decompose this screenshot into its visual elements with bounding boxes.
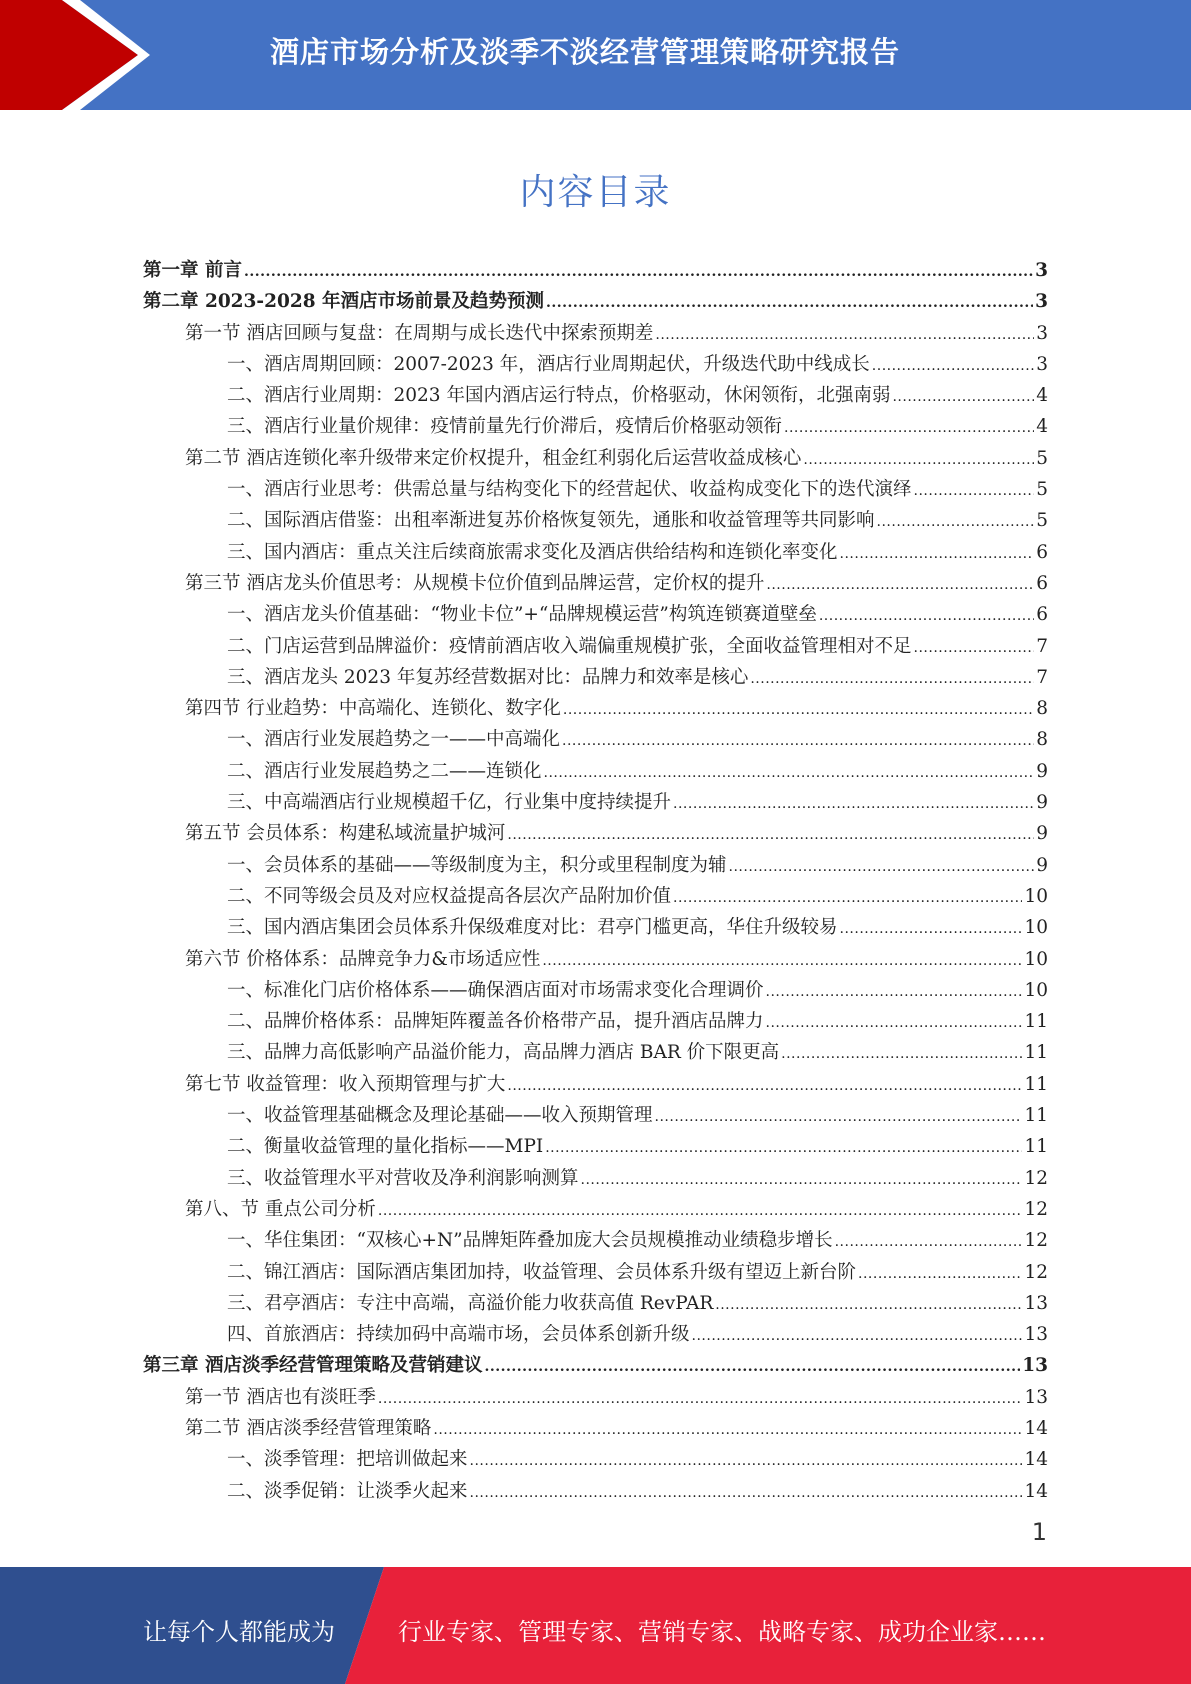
toc-entry-page: 9 [1036,760,1048,782]
toc-entry-page: 5 [1036,479,1048,501]
toc-entry-title: 一、标准化门店价格体系——确保酒店面对市场需求变化合理调价 [227,979,764,1001]
toc-entry-title: 三、中高端酒店行业规模超千亿，行业集中度持续提升 [227,792,672,814]
toc-entry-title: 三、收益管理水平对营收及净利润影响测算 [227,1167,579,1189]
toc-dot-leader [563,695,1034,726]
toc-entry-title: 四、首旅酒店：持续加码中高端市场，会员体系创新升级 [227,1324,690,1346]
toc-entry[interactable] [143,662,1048,693]
toc-dot-leader [655,1102,1023,1133]
toc-entry-page: 6 [1036,541,1048,563]
toc-dot-leader [877,507,1035,538]
toc-entry-page: 5 [1036,447,1048,469]
toc-entry[interactable] [143,1350,1048,1381]
toc-entry-title: 三、酒店行业量价规律：疫情前量先行价滞后，疫情后价格驱动领衔 [227,416,783,438]
toc-entry[interactable] [143,255,1048,286]
toc-entry[interactable] [143,411,1048,442]
toc-entry[interactable] [143,631,1048,662]
toc-entry[interactable] [143,818,1048,849]
toc-dot-leader [507,1071,1022,1102]
toc-entry-page: 9 [1036,854,1048,876]
toc-entry-page: 12 [1024,1198,1048,1220]
toc-entry[interactable] [143,1163,1048,1194]
toc-entry[interactable] [143,912,1048,943]
toc-entry[interactable] [143,1319,1048,1350]
toc-dot-leader [840,914,1023,945]
page-footer [0,1567,1191,1684]
toc-entry-page: 12 [1024,1261,1048,1283]
toc-entry[interactable] [143,1069,1048,1100]
toc-dot-leader [581,1165,1023,1196]
toc-entry[interactable] [143,1037,1048,1068]
toc-entry-page: 6 [1036,604,1048,626]
toc-dot-leader [546,288,1033,319]
toc-entry-page: 13 [1024,1324,1048,1346]
toc-entry-title: 第一节 酒店回顾与复盘：在周期与成长迭代中探索预期差 [185,322,654,344]
toc-entry-page: 3 [1035,291,1048,313]
toc-entry[interactable] [143,537,1048,568]
toc-dot-leader [784,413,1034,444]
toc-entry-page: 3 [1036,353,1048,375]
toc-entry-page: 3 [1035,260,1048,281]
toc-dot-leader [766,1008,1023,1039]
toc-entry-page: 9 [1036,792,1048,814]
toc-entry[interactable] [143,1100,1048,1131]
toc-entry[interactable] [143,693,1048,724]
toc-entry[interactable] [143,1476,1048,1507]
toc-entry[interactable] [143,944,1048,975]
toc-dot-leader [892,382,1034,413]
toc-dot-leader [766,570,1034,601]
toc-entry-title: 三、国内酒店集团会员体系升保级难度对比：君亭门槛更高，华住升级较易 [227,917,838,939]
toc-entry-page: 11 [1024,1042,1048,1064]
toc-entry-page: 10 [1024,948,1048,970]
toc-entry-title: 一、收益管理基础概念及理论基础——收入预期管理 [227,1105,653,1127]
page-number: 1 [1031,1518,1047,1546]
toc-entry-page: 8 [1036,698,1048,720]
toc-dot-leader [673,789,1034,820]
toc-dot-leader [914,476,1035,507]
toc-dot-leader [803,445,1034,476]
toc-entry-page: 12 [1024,1167,1048,1189]
toc-entry-title: 一、华住集团：“双核心+N”品牌矩阵叠加庞大会员规模推动业绩稳步增长 [227,1230,833,1252]
toc-entry-title: 第七节 收益管理：收入预期管理与扩大 [185,1073,506,1095]
footer-slogan-right: 行业专家、管理专家、营销专家、战略专家、成功企业家…… [398,1618,1046,1646]
toc-entry-page: 12 [1024,1230,1048,1252]
toc-dot-leader [378,1384,1023,1415]
toc-entry-page: 9 [1036,823,1048,845]
toc-entry[interactable] [143,443,1048,474]
toc-dot-leader [750,664,1034,695]
toc-entry-title: 第六节 价格体系：品牌竞争力&市场适应性 [185,948,541,970]
toc-entry-title: 一、酒店行业思考：供需总量与结构变化下的经营起伏、收益构成变化下的迭代演绎 [227,479,912,501]
toc-entry-title: 二、品牌价格体系：品牌矩阵覆盖各价格带产品，提升酒店品牌力 [227,1011,764,1033]
toc-entry-title: 三、君亭酒店：专注中高端，高溢价能力收获高值 RevPAR [227,1292,714,1314]
toc-dot-leader [542,946,1022,977]
toc-entry[interactable] [143,975,1048,1006]
toc-dot-leader [378,1196,1023,1227]
toc-entry[interactable] [143,724,1048,755]
toc-entry[interactable] [143,787,1048,818]
toc-dot-leader [655,320,1034,351]
toc-entry-page: 13 [1022,1355,1048,1377]
toc-entry-page: 6 [1036,572,1048,594]
toc-entry-page: 13 [1024,1386,1048,1408]
toc-dot-leader [872,351,1034,382]
toc-entry-title: 一、会员体系的基础——等级制度为主，积分或里程制度为辅 [227,854,727,876]
toc-dot-leader [545,1133,1022,1164]
toc-entry-title: 第一章 前言 [143,260,242,281]
toc-dot-leader [562,726,1034,757]
toc-entry-title: 第五节 会员体系：构建私域流量护城河 [185,823,506,845]
toc-entry[interactable] [143,1444,1048,1475]
toc-entry[interactable] [143,599,1048,630]
toc-entry-title: 二、衡量收益管理的量化指标——MPI [227,1136,544,1158]
toc-dot-leader [673,883,1022,914]
toc-dot-leader [470,1478,1023,1509]
toc-entry-page: 14 [1024,1480,1048,1502]
toc-entry[interactable] [143,1413,1048,1444]
toc-dot-leader [507,820,1034,851]
toc-entry[interactable] [143,756,1048,787]
report-title: 酒店市场分析及淡季不淡经营管理策略研究报告 [270,35,901,69]
toc-entry[interactable] [143,380,1048,411]
toc-entry-title: 二、酒店行业周期：2023 年国内酒店运行特点，价格驱动，休闲领衔，北强南弱 [227,385,891,407]
toc-entry-title: 一、淡季管理：把培训做起来 [227,1449,468,1471]
toc-entry-title: 第二节 酒店连锁化率升级带来定价权提升，租金红利弱化后运营收益成核心 [185,447,802,469]
toc-entry-page: 4 [1036,385,1048,407]
toc-entry-title: 三、品牌力高低影响产品溢价能力，高品牌力酒店 BAR 价下限更高 [227,1042,780,1064]
toc-entry[interactable] [143,850,1048,881]
toc-entry-title: 三、酒店龙头 2023 年复苏经营数据对比：品牌力和效率是核心 [227,666,749,688]
toc-entry-title: 第八、节 重点公司分析 [185,1198,376,1220]
toc-dot-leader [766,977,1023,1008]
toc-entry-title: 第一节 酒店也有淡旺季 [185,1386,376,1408]
toc-entry-page: 10 [1024,979,1048,1001]
toc-entry-page: 11 [1024,1105,1048,1127]
toc-dot-leader [692,1321,1023,1352]
toc-dot-leader [544,758,1035,789]
toc-entry[interactable] [143,881,1048,912]
toc-entry-title: 第三章 酒店淡季经营管理策略及营销建议 [143,1355,483,1377]
toc-entry-page: 14 [1024,1449,1048,1471]
toc-entry[interactable] [143,1257,1048,1288]
toc-entry-page: 10 [1024,885,1048,907]
toc-entry-title: 第二章 2023-2028 年酒店市场前景及趋势预测 [143,291,545,313]
toc-entry-page: 7 [1036,635,1048,657]
toc-entry-title: 第三节 酒店龙头价值思考：从规模卡位价值到品牌运营，定价权的提升 [185,572,765,594]
footer-slogan-left: 让每个人都能成为 [143,1618,335,1646]
toc-dot-leader [840,539,1035,570]
toc-entry-page: 13 [1024,1292,1048,1314]
toc-entry[interactable] [143,1382,1048,1413]
toc-dot-leader [470,1446,1023,1477]
toc-dot-leader [781,1039,1022,1070]
toc-entry-title: 一、酒店行业发展趋势之一——中高端化 [227,729,561,751]
toc-entry[interactable] [143,1006,1048,1037]
toc-entry[interactable] [143,318,1048,349]
toc-entry[interactable] [143,1225,1048,1256]
toc-entry-title: 二、锦江酒店：国际酒店集团加持，收益管理、会员体系升级有望迈上新台阶 [227,1261,857,1283]
toc-entry-page: 4 [1036,416,1048,438]
toc-entry[interactable] [143,1131,1048,1162]
toc-dot-leader [858,1259,1022,1290]
toc-dot-leader [729,852,1035,883]
toc-dot-leader [484,1352,1020,1383]
toc-entry-title: 一、酒店龙头价值基础：“物业卡位”+“品牌规模运营”构筑连锁赛道壁垒 [227,604,817,626]
toc-entry-title: 二、门店运营到品牌溢价：疫情前酒店收入端偏重规模扩张，全面收益管理相对不足 [227,635,912,657]
toc-entry-page: 11 [1024,1136,1048,1158]
toc-dot-leader [244,257,1033,288]
toc-entry[interactable] [143,505,1048,536]
toc-entry-title: 三、国内酒店：重点关注后续商旅需求变化及酒店供给结构和连锁化率变化 [227,541,838,563]
toc-entry[interactable] [143,349,1048,380]
toc-entry-title: 二、淡季促销：让淡季火起来 [227,1480,468,1502]
toc-dot-leader [819,601,1034,632]
toc-entry-page: 7 [1036,666,1048,688]
toc-dot-leader [715,1290,1022,1321]
toc-entry-page: 3 [1036,322,1048,344]
toc-entry-page: 11 [1024,1073,1048,1095]
toc-entry-page: 10 [1024,917,1048,939]
page-header [0,0,1191,110]
toc-entry-title: 二、酒店行业发展趋势之二——连锁化 [227,760,542,782]
toc-entry-page: 5 [1036,510,1048,532]
toc-entry-title: 二、不同等级会员及对应权益提高各层次产品附加价值 [227,885,672,907]
toc-entry[interactable] [143,286,1048,317]
toc-entry-title: 二、国际酒店借鉴：出租率渐进复苏价格恢复领先，通胀和收益管理等共同影响 [227,510,875,532]
toc-heading: 内容目录 [519,172,672,213]
toc-entry[interactable] [143,1288,1048,1319]
toc-dot-leader [835,1227,1023,1258]
toc-entry-page: 11 [1024,1011,1048,1033]
toc-entry-page: 14 [1024,1417,1048,1439]
toc-dot-leader [914,633,1035,664]
toc-entry-page: 8 [1036,729,1048,751]
toc-entry[interactable] [143,1194,1048,1225]
toc-entry-title: 第二节 酒店淡季经营管理策略 [185,1417,432,1439]
toc-entry[interactable] [143,568,1048,599]
toc-dot-leader [433,1415,1022,1446]
table-of-contents [143,255,1048,1507]
toc-entry-title: 第四节 行业趋势：中高端化、连锁化、数字化 [185,698,561,720]
toc-entry[interactable] [143,474,1048,505]
toc-entry-title: 一、酒店周期回顾：2007-2023 年，酒店行业周期起伏，升级迭代助中线成长 [227,353,870,375]
